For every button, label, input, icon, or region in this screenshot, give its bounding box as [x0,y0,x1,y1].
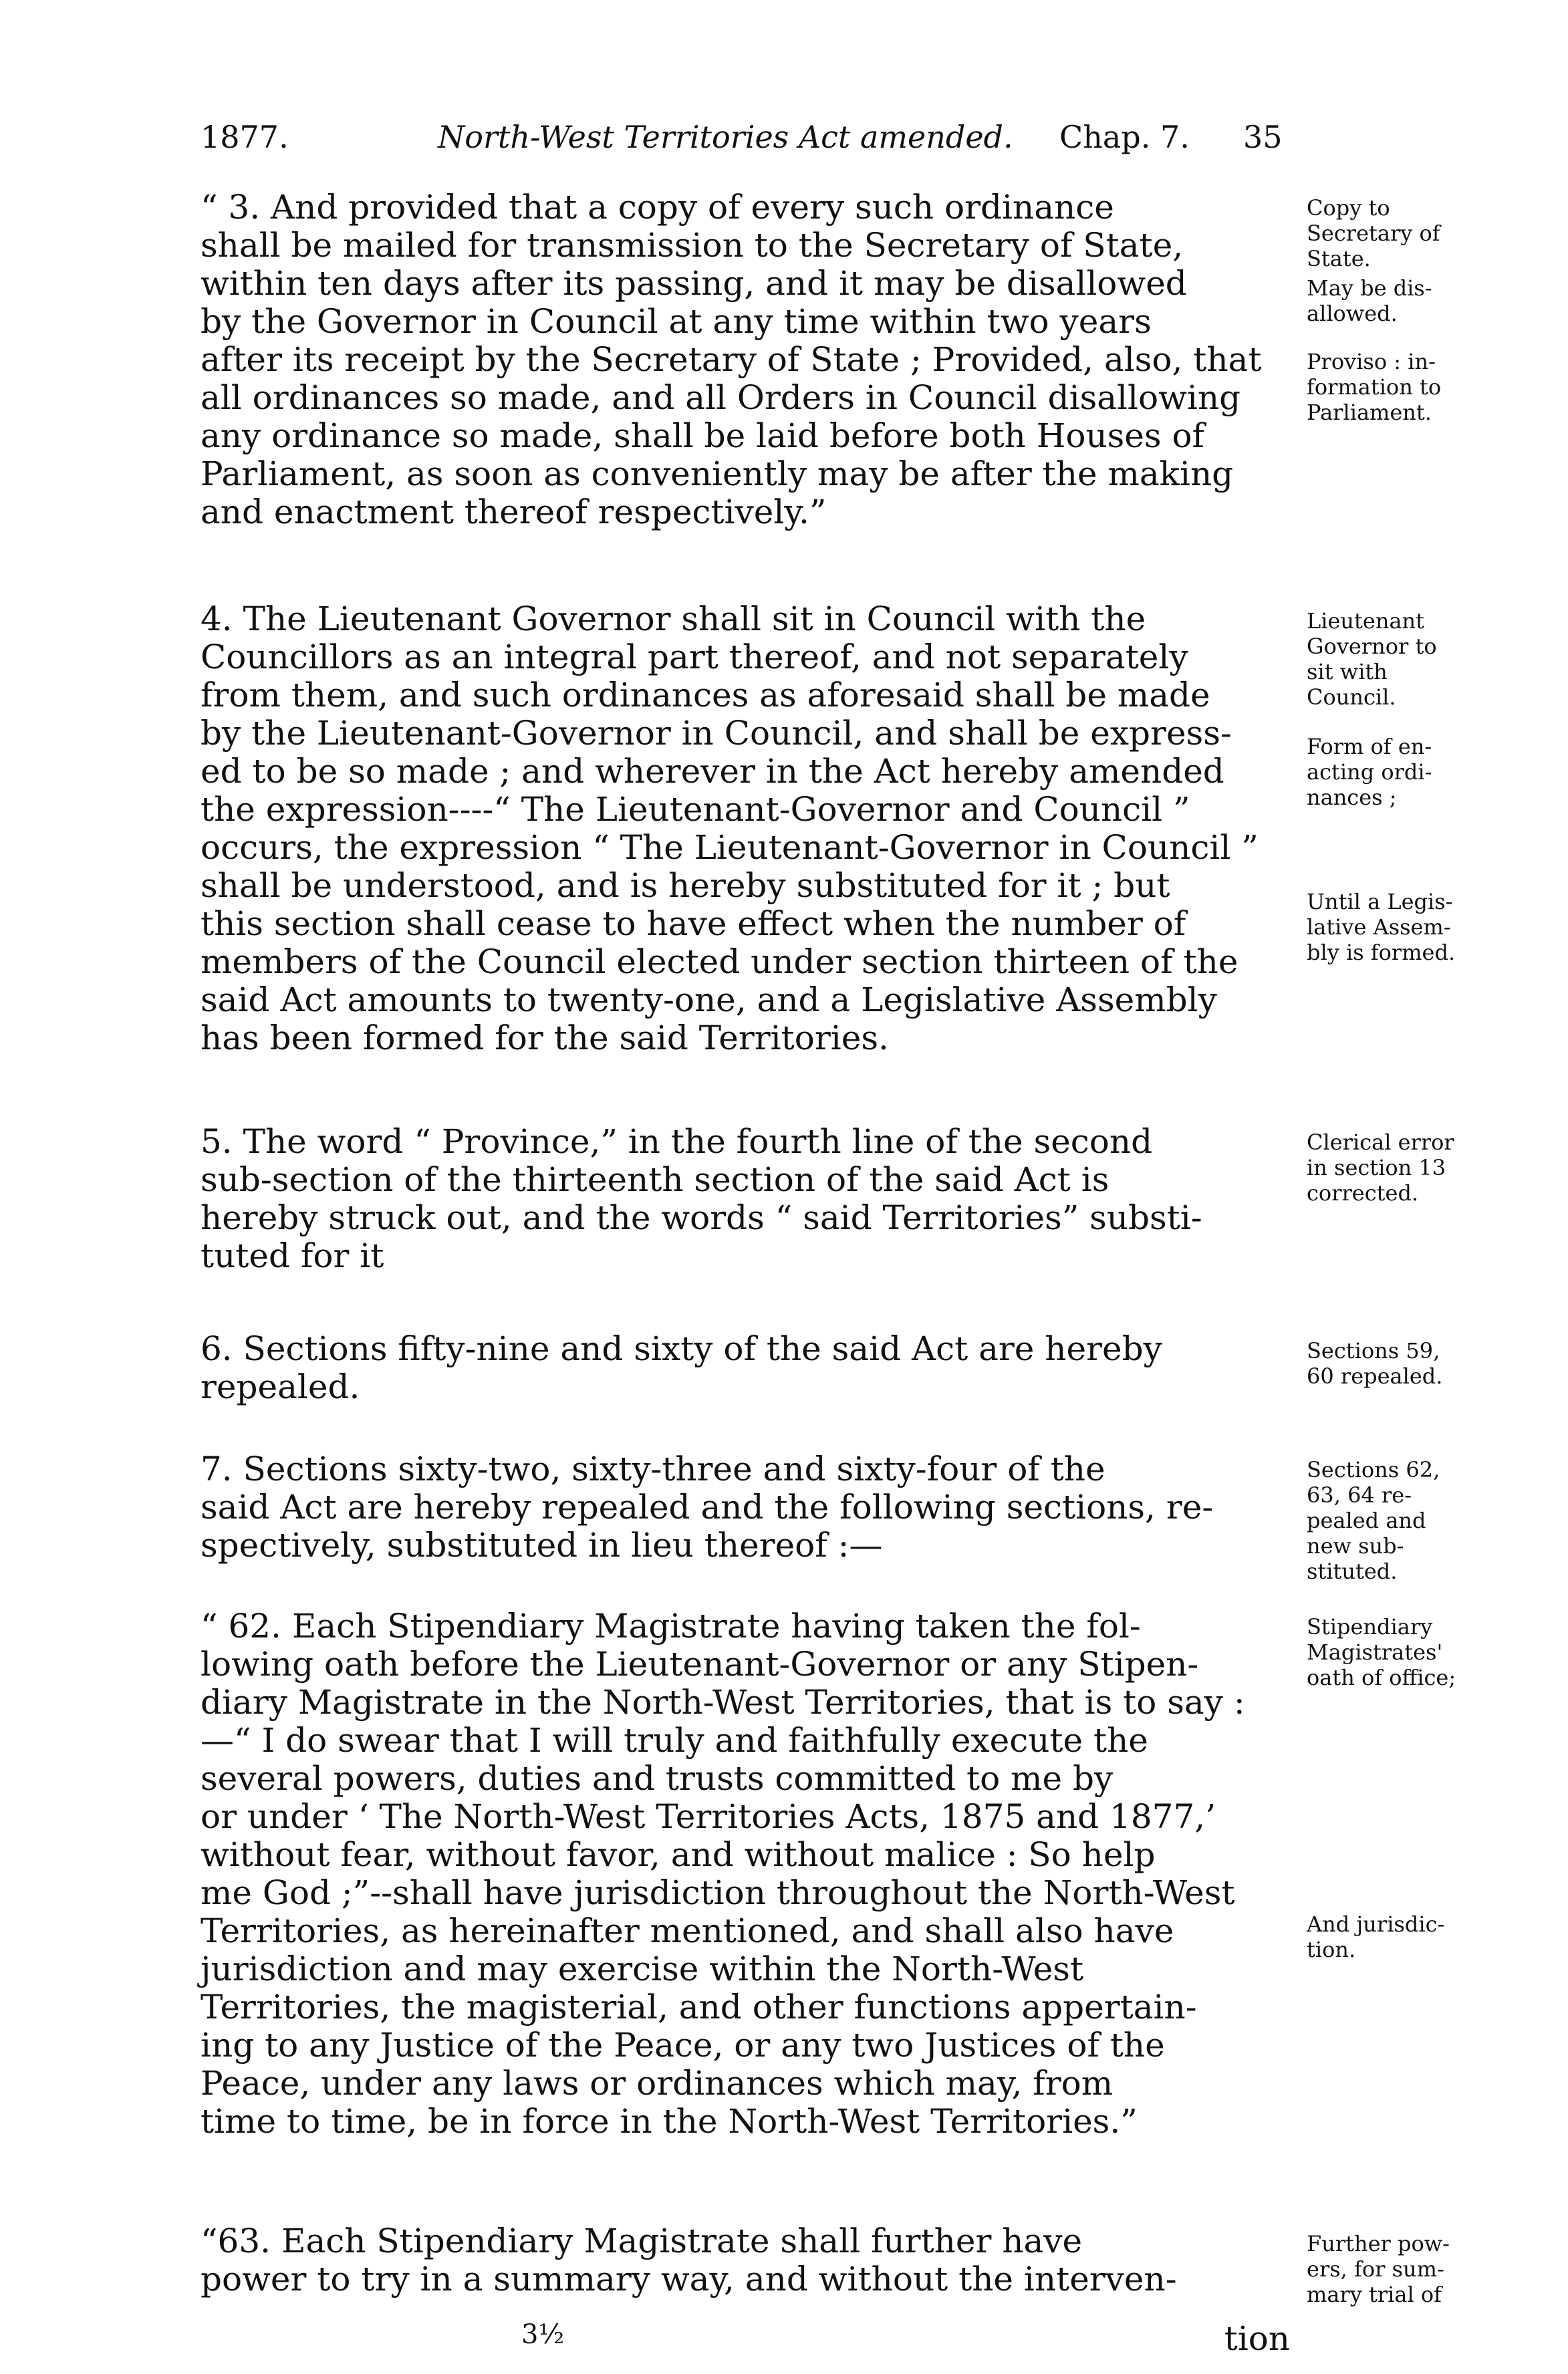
margin-note-line: formation to [1307,374,1442,400]
text-line: “ 3. And provided that a copy of every such ordinance [201,188,1114,227]
margin-note-line: Sections 59, [1307,1338,1440,1363]
margin-note-line: Parliament. [1307,400,1432,425]
margin-note-proviso [1307,349,1547,425]
text-line: tuted for it [201,1236,384,1275]
margin-note-line: new sub- [1307,1533,1404,1559]
margin-note-line: mary trial of [1307,2282,1442,2307]
section-6-paragraph [201,1330,1290,1406]
text-line: occurs, the expression “ The Lieutenant-Governor in Council ” [201,828,1259,867]
margin-note-line: Proviso : in- [1307,349,1436,374]
header-chapter: Chap. 7. [1059,119,1190,155]
text-line: Parliament, as soon as conveniently may be after the making [201,454,1234,493]
margin-note-line: 60 repealed. [1307,1363,1443,1389]
text-line: time to time, be in force in the North-West Territories.” [201,2102,1138,2141]
margin-note-line: in section 13 [1307,1155,1446,1180]
margin-note-line: acting ordi- [1307,759,1432,785]
margin-note-line: bly is formed. [1307,940,1456,965]
text-line: 7. Sections sixty-two, sixty-three and sixty-four of the [201,1450,1105,1488]
signature-mark: 3½ [521,2319,565,2350]
text-line: spectively, substituted in lieu thereof :— [201,1526,883,1565]
margin-note-line: Sections 62, [1307,1457,1440,1482]
text-line: “63. Each Stipendiary Magistrate shall further have [201,2222,1083,2260]
margin-note-copy-to-secretary [1307,195,1547,271]
margin-note-further-powers [1307,2231,1547,2307]
margin-note-line: allowed. [1307,301,1398,326]
margin-note-line: oath of office; [1307,1665,1456,1690]
text-line: any ordinance so made, shall be laid before both Houses of [201,416,1205,455]
header-page-number: 35 [1243,119,1283,155]
text-line: Territories, as hereinafter mentioned, and shall also have [201,1911,1174,1950]
section-63-paragraph [201,2222,1290,2298]
text-line: “ 62. Each Stipendiary Magistrate having taken the fol- [201,1607,1141,1645]
text-line: this section shall cease to have effect when the number of [201,904,1186,943]
text-line: repealed. [201,1367,360,1406]
text-line: by the Lieutenant-Governor in Council, and shall be express- [201,714,1232,753]
margin-note-line: State. [1307,246,1371,271]
text-line: the expression----“ The Lieutenant-Governor and Council ” [201,790,1190,829]
margin-note-lieutenant-governor [1307,608,1547,710]
text-line: power to try in a summary way, and without the interven- [201,2260,1177,2298]
margin-note-line: pealed and [1307,1508,1426,1533]
section-62-paragraph [201,1607,1290,2141]
margin-note-sections-59-60 [1307,1338,1547,1389]
text-line: lowing oath before the Lieutenant-Governor or any Stipen- [201,1645,1199,1684]
text-line: Councillors as an integral part thereof, and not separately [201,638,1188,676]
text-line: said Act are hereby repealed and the following sections, re- [201,1488,1214,1527]
margin-note-line: nances ; [1307,785,1397,810]
header-year: 1877. [201,119,289,155]
text-line: shall be mailed for transmission to the Secretary of State, [201,226,1184,265]
margin-note-line: Clerical error [1307,1130,1454,1155]
margin-note-line: corrected. [1307,1180,1419,1206]
margin-note-line: Form of en- [1307,734,1432,759]
margin-note-line: tion. [1307,1937,1356,1962]
text-line: Territories, the magisterial, and other functions appertain- [201,1988,1197,2026]
margin-note-line: Council. [1307,684,1396,710]
margin-note-line: May be dis- [1307,275,1432,301]
text-line: and enactment thereof respectively.” [201,493,827,531]
margin-note-line: Stipendiary [1307,1614,1433,1639]
margin-note-line: Copy to [1307,195,1390,221]
text-line: ed to be so made ; and wherever in the Act hereby amended [201,752,1224,791]
text-line: Peace, under any laws or ordinances which may, from [201,2064,1114,2103]
margin-note-line: ers, for sum- [1307,2256,1444,2282]
text-line: me God ;”--shall have jurisdiction throughout the North-West [201,1873,1235,1912]
margin-note-line: lative Assem- [1307,914,1451,940]
margin-note-line: sit with [1307,659,1388,684]
text-line: members of the Council elected under section thirteen of the [201,942,1238,981]
text-line: sub-section of the thirteenth section of the said Act is [201,1160,1109,1199]
section-3-paragraph [201,188,1290,531]
margin-note-disallowed [1307,275,1547,326]
margin-note-form-of-enacting [1307,734,1547,810]
text-line: by the Governor in Council at any time within two years [201,302,1152,341]
section-7-paragraph [201,1450,1290,1565]
margin-note-until-assembly [1307,889,1547,965]
running-header [201,114,1470,160]
margin-note-oath-of-office [1307,1614,1547,1690]
margin-note-line: Secretary of [1307,221,1440,246]
margin-note-line: Lieutenant [1307,608,1424,634]
margin-note-line: Governor to [1307,634,1437,659]
text-line: —“ I do swear that I will truly and faithfully execute the [201,1721,1148,1760]
text-line: several powers, duties and trusts committed to me by [201,1759,1114,1798]
margin-note-line: Further pow- [1307,2231,1450,2256]
text-line: hereby struck out, and the words “ said Territories” substi- [201,1198,1202,1237]
margin-note-line: stituted. [1307,1559,1398,1584]
text-line: 5. The word “ Province,” in the fourth line of the second [201,1122,1153,1161]
page-footer [201,2319,1290,2359]
text-line: or under ‘ The North-West Territories Acts, 1875 and 1877,’ [201,1797,1216,1836]
text-line: shall be understood, and is hereby substituted for it ; but [201,866,1170,905]
text-line: all ordinances so made, and all Orders in Council disallowing [201,378,1241,417]
section-5-paragraph [201,1123,1290,1275]
margin-note-line: And jurisdic- [1307,1911,1445,1937]
margin-note-jurisdiction [1307,1911,1547,1962]
text-line: 4. The Lieutenant Governor shall sit in Council with the [201,600,1146,638]
section-4-paragraph [201,600,1290,1057]
text-line: 6. Sections fifty-nine and sixty of the said Act are hereby [201,1329,1162,1368]
margin-note-line: 63, 64 re- [1307,1482,1412,1508]
text-line: diary Magistrate in the North-West Territories, that is to say : [201,1683,1245,1722]
text-line: from them, and such ordinances as aforesaid shall be made [201,676,1210,714]
text-line: without fear, without favor, and without malice : So help [201,1835,1156,1874]
text-line: said Act amounts to twenty-one, and a Legislative Assembly [201,980,1217,1019]
text-line: has been formed for the said Territories. [201,1019,889,1057]
text-line: ing to any Justice of the Peace, or any two Justices of the [201,2026,1165,2065]
catchword: tion [1224,2319,1290,2358]
header-title: North-West Territories Act amended. [438,119,1013,155]
margin-note-sections-62-64 [1307,1457,1547,1584]
margin-note-line: Magistrates' [1307,1639,1443,1665]
text-line: within ten days after its passing, and it may be disallowed [201,264,1187,303]
margin-note-line: Until a Legis- [1307,889,1453,914]
text-line: jurisdiction and may exercise within the North-West [201,1950,1084,1988]
text-line: after its receipt by the Secretary of State ; Provided, also, that [201,340,1262,379]
margin-note-clerical-error [1307,1130,1547,1206]
